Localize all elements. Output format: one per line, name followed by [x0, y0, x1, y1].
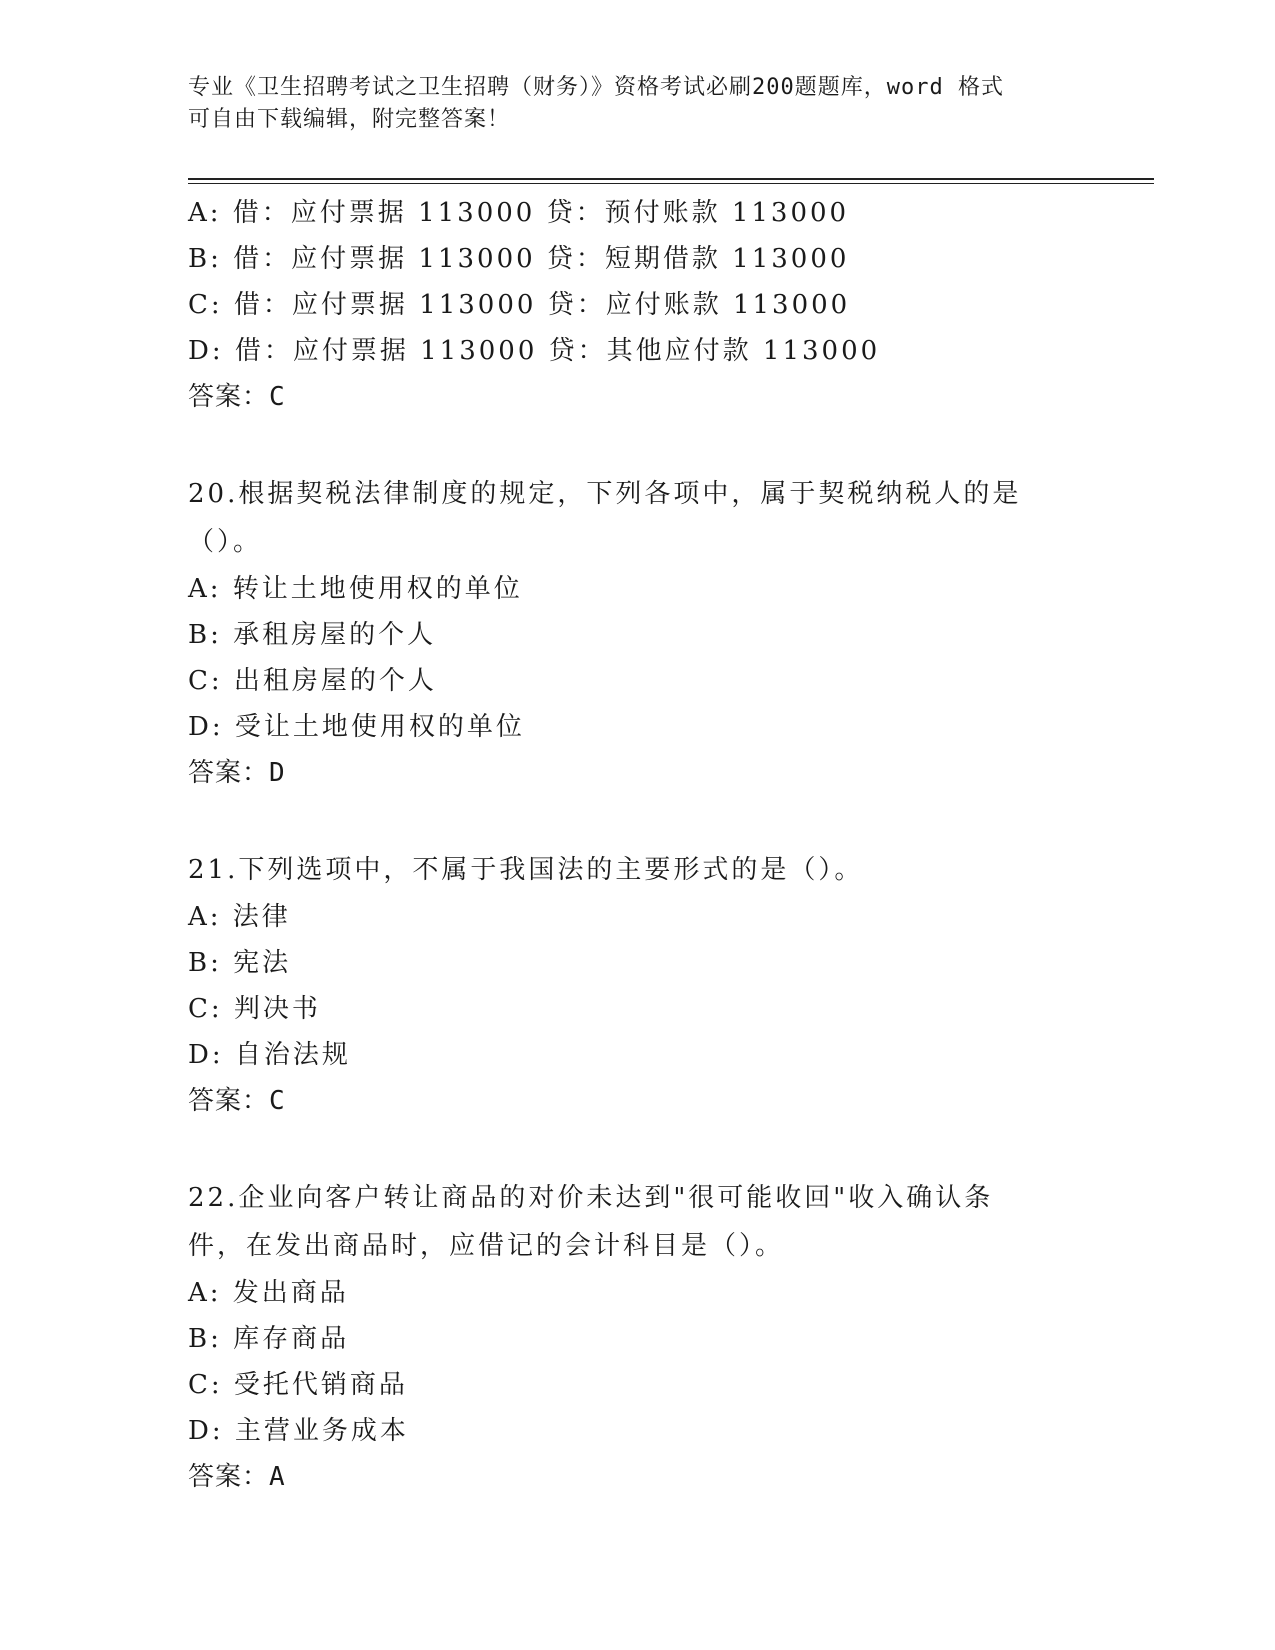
option-a: A: 法律 [188, 902, 291, 932]
option-a: A: 发出商品 [188, 1278, 349, 1308]
header-divider-thin [188, 183, 1154, 184]
option-a: A: 借：应付票据 113000 贷：预付账款 113000 [188, 198, 850, 228]
question-content [188, 190, 1108, 1500]
header-divider-thick [188, 178, 1154, 180]
option-d: D: 主营业务成本 [188, 1416, 409, 1446]
option-b: B: 承租房屋的个人 [188, 620, 437, 650]
spacer [188, 420, 1108, 470]
answer-line: 答案：C [188, 1086, 286, 1116]
question-text: 20.根据契税法律制度的规定，下列各项中，属于契税纳税人的是（）。 [188, 479, 1022, 557]
spacer [188, 1124, 1108, 1174]
option-c: C: 出租房屋的个人 [188, 666, 437, 696]
answer-line: 答案：C [188, 382, 286, 412]
option-b: B: 宪法 [188, 948, 292, 978]
question-text: 22.企业向客户转让商品的对价未达到"很可能收回"收入确认条件，在发出商品时，应借记的会计科目是（）。 [188, 1183, 994, 1261]
carryover-question [188, 190, 1108, 420]
option-d: D: 受让土地使用权的单位 [188, 712, 525, 742]
question-20 [188, 470, 1108, 796]
question-text: 21.下列选项中，不属于我国法的主要形式的是（）。 [188, 855, 864, 885]
spacer [188, 796, 1108, 846]
option-a: A: 转让土地使用权的单位 [188, 574, 523, 604]
option-b: B: 库存商品 [188, 1324, 350, 1354]
option-c: C: 受托代销商品 [188, 1370, 408, 1400]
header-title-line-1: 专业《卫生招聘考试之卫生招聘（财务）》资格考试必刷200题题库，word 格式 [188, 75, 1004, 100]
question-21 [188, 846, 1108, 1124]
header-title-line-2: 可自由下载编辑，附完整答案！ [188, 107, 511, 132]
option-d: D: 自治法规 [188, 1040, 351, 1070]
answer-line: 答案：D [188, 758, 286, 788]
option-c: C: 判决书 [188, 994, 321, 1024]
question-22 [188, 1174, 1108, 1500]
option-d: D: 借：应付票据 113000 贷：其他应付款 113000 [188, 336, 881, 366]
answer-line: 答案：A [188, 1462, 286, 1492]
document-header [188, 72, 1088, 136]
option-c: C: 借：应付票据 113000 贷：应付账款 113000 [188, 290, 851, 320]
option-b: B: 借：应付票据 113000 贷：短期借款 113000 [188, 244, 850, 274]
